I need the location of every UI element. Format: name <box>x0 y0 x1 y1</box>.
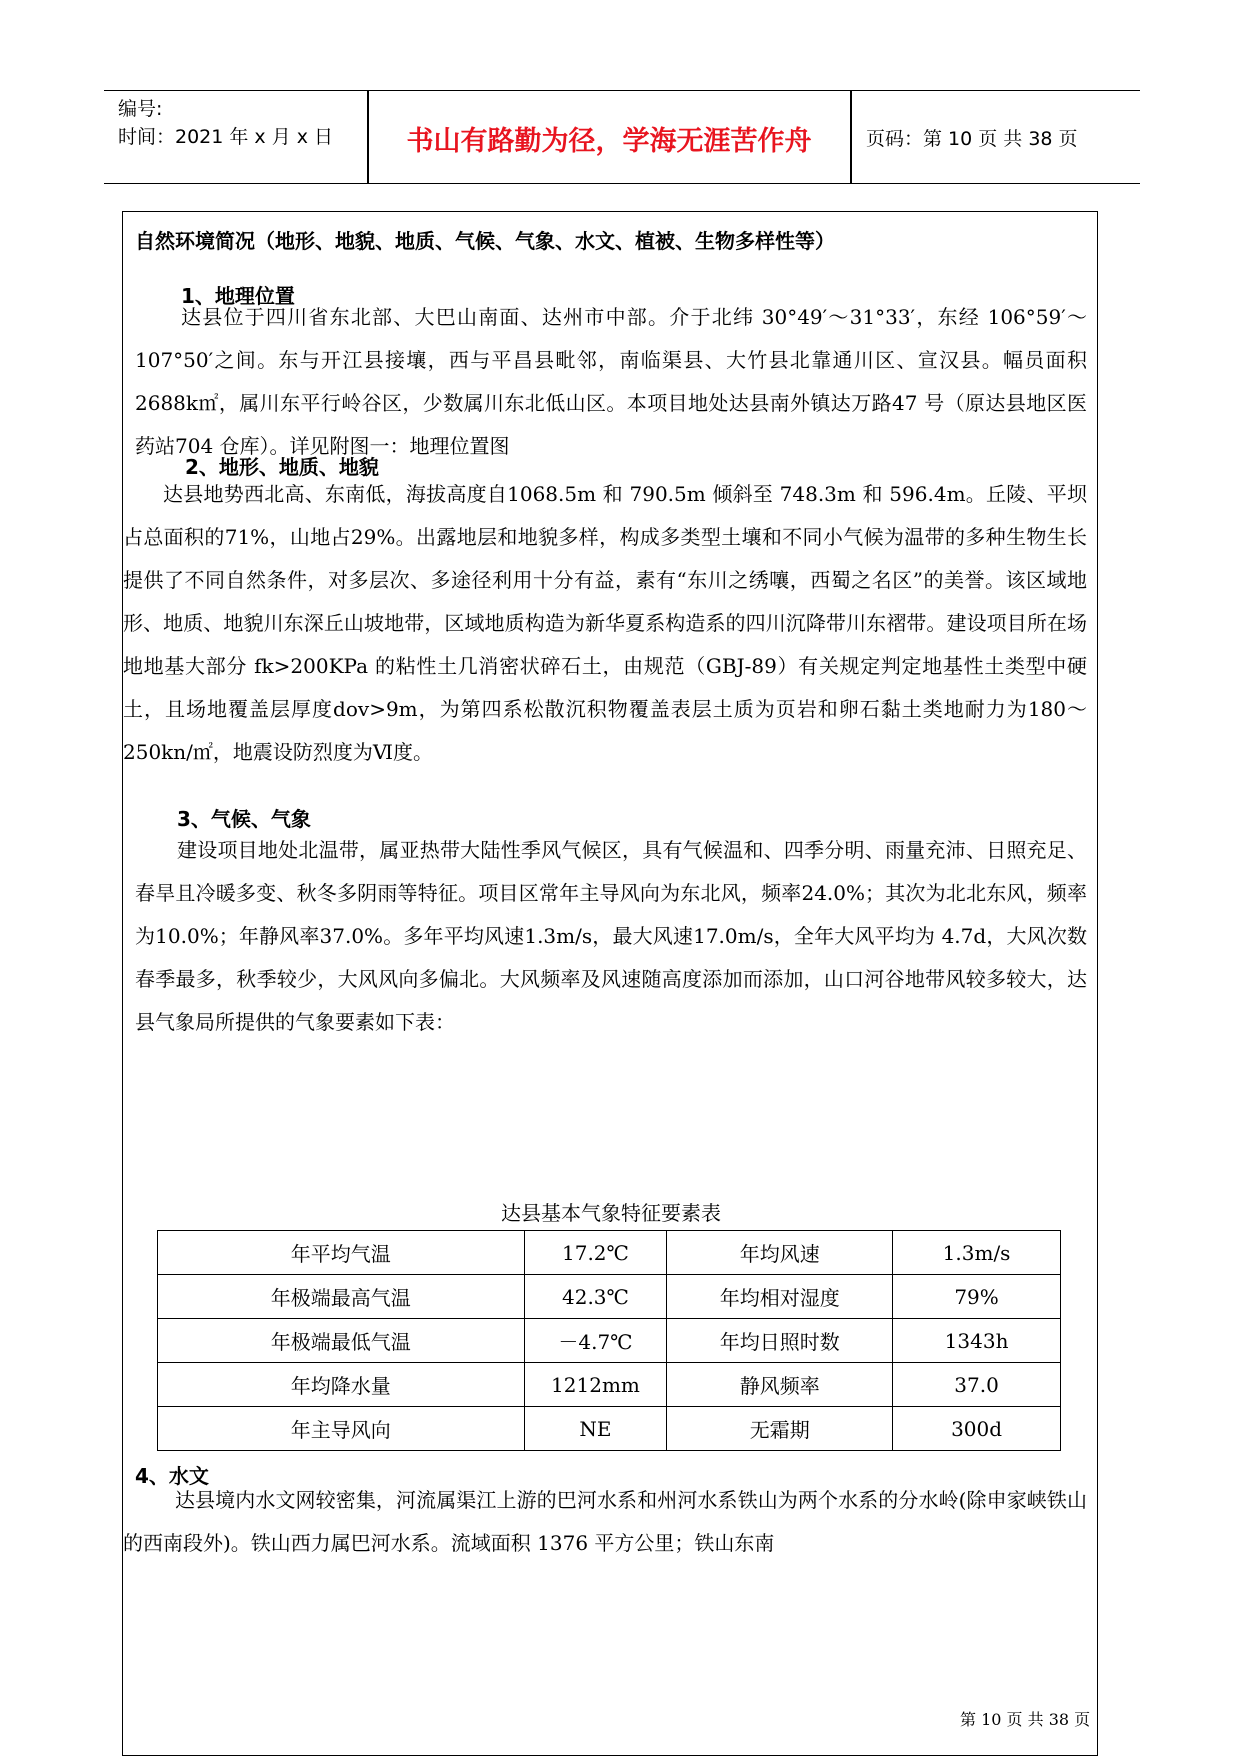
table-cell: 1212mm <box>524 1363 667 1407</box>
paragraph-climate: 建设项目地处北温带，属亚热带大陆性季风气候区，具有气候温和、四季分明、雨量充沛、日照充足、春旱且冷暖多变、秋冬多阴雨等特征。项目区常年主导风向为东北风，频率24.0%；其次为北北东风，频率为10.0%；年静风率37.0%。多年平均风速1.3m/s，最大风速17.0m/s，全年大风平均为 4.7d，大风次数春季最多，秋季较少，大风风向多偏北。大风频率及风速随高度添加而添加，山口河谷地带风较多较大，达县气象局所提供的气象要素如下表： <box>135 838 1087 1034</box>
table-cell: 1343h <box>893 1319 1061 1363</box>
table-cell: 年均相对湿度 <box>667 1275 893 1319</box>
page-header <box>104 90 1140 184</box>
table-cell: 37.0 <box>893 1363 1061 1407</box>
table-row <box>158 1363 1061 1407</box>
table-cell: 42.3℃ <box>524 1275 667 1319</box>
paragraph-terrain: 达县地势西北高、东南低，海拔高度自1068.5m 和 790.5m 倾斜至 748.3m 和 596.4m。丘陵、平坝占总面积的71%，山地占29%。出露地层和地貌多样，构成多类型土壤和不同小气候为温带的多种生物生长提供了不同自然条件，对多层次、多途径利用十分有益，素有“东川之绣嚷，西蜀之名区”的美誉。该区域地形、地质、地貌川东深丘山坡地带，区域地质构造为新华夏系构造系的四川沉降带川东褶带。建设项目所在场地地基大部分 fk>200KPa 的粘性土几消密状碎石土，由规范（GBJ-89）有关规定判定地基性土类型中硬土，且场地覆盖层厚度dov>9m，为第四系松散沉积物覆盖表层土质为页岩和卵石黏土类地耐力为180～250kn/㎡，地震设防烈度为Ⅵ度。 <box>123 482 1087 764</box>
heading-hydrology: 4、水文 <box>135 1464 209 1488</box>
paragraph-hydrology: 达县境内水文网较密集，河流属渠江上游的巴河水系和州河水系铁山为两个水系的分水岭(除申家峡铁山的西南段外)。铁山西力属巴河水系。流域面积 1376 平方公里；铁山东南 <box>123 1488 1087 1555</box>
table-cell: 年主导风向 <box>158 1407 525 1451</box>
table-cell: 静风频率 <box>667 1363 893 1407</box>
header-divider <box>850 91 852 183</box>
paragraph-location: 达县位于四川省东北部、大巴山南面、达州市中部。介于北纬 30°49′～31°33′，东经 106°59′～107°50′之间。东与开江县接壤，西与平昌县毗邻，南临渠县、大竹县北靠通川区、宣汉县。幅员面积 2688k㎡，属川东平行岭谷区，少数属川东北低山区。本项目地处达县南外镇达万路47 号（原达县地区医药站704 仓库）。详见附图一：地理位置图 <box>135 305 1087 458</box>
header-page-label: 页码：第 10 页 共 38 页 <box>866 128 1078 150</box>
climate-table <box>157 1230 1061 1451</box>
header-meta <box>118 95 333 151</box>
table-row <box>158 1407 1061 1451</box>
table-cell: 年平均气温 <box>158 1231 525 1275</box>
table-cell: 年均日照时数 <box>667 1319 893 1363</box>
table-cell: 年均降水量 <box>158 1363 525 1407</box>
header-motto: 书山有路勤为径，学海无涯苦作舟 <box>406 126 812 157</box>
document-time-label: 时间：2021 年 x 月 x 日 <box>118 126 334 148</box>
table-cell: 300d <box>893 1407 1061 1451</box>
table-cell: 17.2℃ <box>524 1231 667 1275</box>
table-cell: 年极端最高气温 <box>158 1275 525 1319</box>
table-row <box>158 1319 1061 1363</box>
table-cell: 年均风速 <box>667 1231 893 1275</box>
table-cell: 1.3m/s <box>893 1231 1061 1275</box>
table-cell: －4.7℃ <box>524 1319 667 1363</box>
table-cell: NE <box>524 1407 667 1451</box>
table-cell: 年极端最低气温 <box>158 1319 525 1363</box>
table-cell: 79% <box>893 1275 1061 1319</box>
table-caption: 达县基本气象特征要素表 <box>501 1201 721 1225</box>
section-title: 自然环境简况（地形、地貌、地质、气候、气象、水文、植被、生物多样性等） <box>135 229 835 253</box>
heading-terrain: 2、地形、地质、地貌 <box>185 455 379 479</box>
heading-climate: 3、气候、气象 <box>177 807 311 831</box>
table-row <box>158 1231 1061 1275</box>
content-box <box>122 211 1098 1756</box>
document-number-label: 编号: <box>118 98 163 120</box>
heading-location: 1、地理位置 <box>181 284 295 308</box>
page-footer: 第 10 页 共 38 页 <box>960 1710 1091 1729</box>
table-row <box>158 1275 1061 1319</box>
table-cell: 无霜期 <box>667 1407 893 1451</box>
